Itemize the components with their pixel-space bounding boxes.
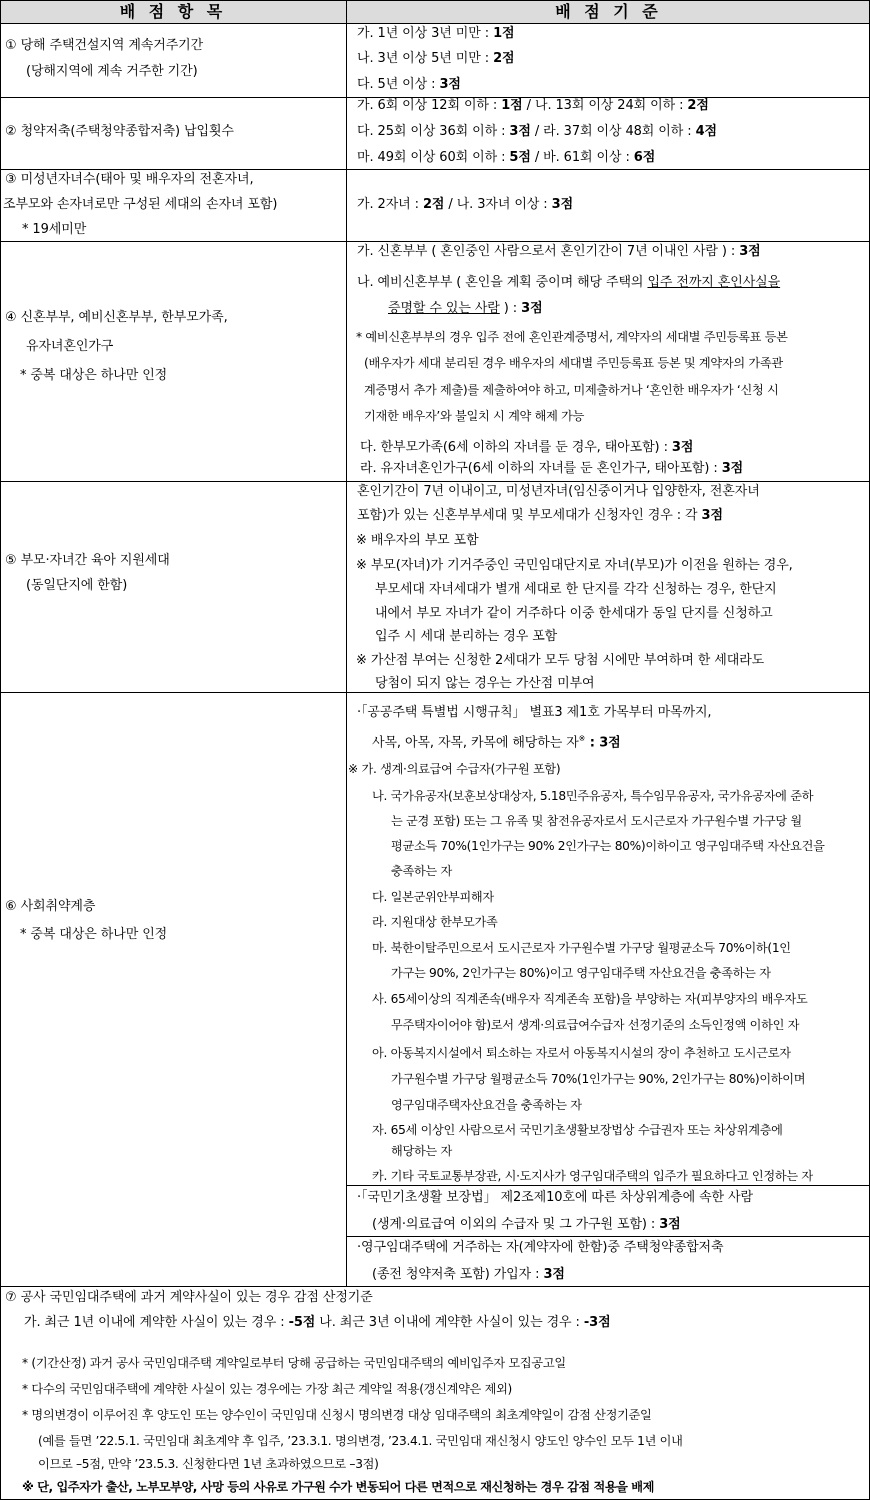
row2-criteria-line-2: 다. 25회 이상 36회 이하 : 3점 / 라. 37회 이상 48회 이하 : 4점 xyxy=(357,124,717,139)
row7-penalty-line: 가. 최근 1년 이내에 계약한 사실이 있는 경우 : -5점 나. 최근 3년 이내에 계약한 사실이 있는 경우 : -3점 xyxy=(24,1315,611,1330)
row6-list-item: 카. 기타 국토교통부장관, 시·도지사가 영구임대주택의 입주가 필요하다고 인정하는 자 xyxy=(372,1169,813,1183)
row6-list-item: 는 군경 포함) 또는 그 유족 및 참전유공자로서 도시근로자 가구원수별 가구당 월 xyxy=(391,814,802,828)
row6-sub-divider-1 xyxy=(347,1185,870,1186)
row5-note-1: ※ 배우자의 부모 포함 xyxy=(356,533,479,548)
row6-section3-line-1: ·영구임대주택에 거주하는 자(계약자에 한함)중 주택청약종합저축 xyxy=(357,1240,724,1255)
row6-list-item: 영구임대주택자산요건을 충족하는 자 xyxy=(391,1098,582,1112)
row7-note: (예를 들면 ’22.5.1. 국민임대 최초계약 후 입주, ’23.3.1. 명의변경, ’23.4.1. 국민임대 재신청시 양도인 양수인 모두 1년 이내 xyxy=(38,1434,683,1448)
row4-note-line-4: 기재한 배우자’와 불일치 시 계약 해제 가능 xyxy=(364,409,585,423)
header-item-column: 배 점 항 목 xyxy=(0,0,346,23)
row4-note-line-1: * 예비신혼부부의 경우 입주 전에 혼인관계증명서, 계약자의 세대별 주민등록표 등본 xyxy=(356,330,788,344)
row-divider-4 xyxy=(0,481,870,482)
row7-note: 이므로 –5점, 만약 ’23.5.3. 신청한다면 1년 초과하였으므로 –3점) xyxy=(38,1457,379,1471)
row7-note: * 명의변경이 이루어진 후 양도인 또는 양수인이 국민임대 신청시 명의변경 대상 임대주택의 최초계약일이 감점 산정기준일 xyxy=(22,1408,652,1422)
row1-item-subtitle: (당해지역에 계속 거주한 기간) xyxy=(26,64,198,79)
row-divider-6 xyxy=(0,1286,870,1287)
row7-final-note: ※ 단, 입주자가 출산, 노부모부양, 사망 등의 사유로 가구원 수가 변동되어 다른 면적으로 재신청하는 경우 감점 적용을 배제 xyxy=(22,1480,654,1494)
row6-list-item: 가구원수별 가구당 월평균소득 70%(1인가구는 90%, 2인가구는 80%)이하이며 xyxy=(391,1072,806,1086)
row6-sub-divider-2 xyxy=(347,1236,870,1237)
header-divider xyxy=(0,23,870,24)
row5-note-2-line-2: 부모세대 자녀세대가 별개 세대로 한 단지를 각각 신청하는 경우, 한단지 xyxy=(375,582,777,597)
row-divider-5 xyxy=(0,692,870,693)
row4-item-subtitle: 유자녀혼인가구 xyxy=(26,339,114,354)
row3-item-title: ③ 미성년자녀수(태아 및 배우자의 전혼자녀, xyxy=(5,172,254,187)
row4-criteria-d: 라. 유자녀혼인가구(6세 이하의 자녀를 둔 혼인가구, 태아포함) : 3점 xyxy=(360,461,744,476)
row6-item-note: * 중복 대상은 하나만 인정 xyxy=(20,927,168,942)
row3-item-note: * 19세미만 xyxy=(22,222,87,237)
row2-criteria-line-1: 가. 6회 이상 12회 이하 : 1점 / 나. 13회 이상 24회 이하 : 2점 xyxy=(357,98,709,113)
row6-section1-line-1: ·「공공주택 특별법 시행규칙」 별표3 제1호 가목부터 마목까지, xyxy=(357,705,712,720)
row6-section2-line-2: (생계·의료급여 이외의 수급자 및 그 가구원 포함) : 3점 xyxy=(372,1217,681,1232)
row1-item-title: ① 당해 주택건설지역 계속거주기간 xyxy=(5,38,204,53)
column-divider xyxy=(346,0,347,1287)
row4-item-note: * 중복 대상은 하나만 인정 xyxy=(20,368,168,383)
row6-list-item: 사. 65세이상의 직계존속(배우자 직계존속 포함)을 부양하는 자(피부양자의 배우자도 xyxy=(372,992,808,1006)
table-border-left xyxy=(0,0,1,1500)
row3-criteria: 가. 2자녀 : 2점 / 나. 3자녀 이상 : 3점 xyxy=(357,197,574,212)
row4-note-line-2: (배우자가 세대 분리된 경우 배우자의 세대별 주민등록표 등본 및 계약자의 가족관 xyxy=(364,356,783,370)
row6-list-item: 나. 국가유공자(보훈보상대상자, 5.18민주유공자, 특수임무유공자, 국가유공자에 준하 xyxy=(372,789,814,803)
row6-list-item: 자. 65세 이상인 사람으로서 국민기초생활보장법상 수급권자 또는 차상위계층에 xyxy=(372,1123,783,1137)
row6-list-item: 충족하는 자 xyxy=(391,864,452,878)
row-divider-3 xyxy=(0,241,870,242)
row6-list-item: 아. 아동복지시설에서 퇴소하는 자로서 아동복지시설의 장이 추천하고 도시근로자 xyxy=(372,1046,791,1060)
row4-criteria-b-cont: 증명할 수 있는 사람 ) : 3점 xyxy=(388,301,543,316)
row6-list-item: 해당하는 자 xyxy=(391,1144,452,1158)
row7-note: * (기간산정) 과거 공사 국민임대주택 계약일로부터 당해 공급하는 국민임대주택의 예비입주자 모집공고일 xyxy=(22,1356,566,1370)
table-border-top xyxy=(0,0,870,1)
row5-criteria-line-2: 포함)가 있는 신혼부부세대 및 부모세대가 신청자인 경우 : 각 3점 xyxy=(357,508,723,523)
row6-list-item: 라. 지원대상 한부모가족 xyxy=(372,915,498,929)
row6-section1-line-2: 사목, 아목, 자목, 카목에 해당하는 자※ : 3점 xyxy=(372,734,621,751)
row6-list-item: 가구는 90%, 2인가구는 80%)이고 영구임대주택 자산요건을 충족하는 자 xyxy=(391,966,771,980)
row4-criteria-b: 나. 예비신혼부부 ( 혼인을 계획 중이며 해당 주택의 입주 전까지 혼인사실을 xyxy=(357,275,781,290)
row6-section3-line-2: (종전 청약저축 포함) 가입자 : 3점 xyxy=(372,1267,565,1282)
row5-criteria-line-1: 혼인기간이 7년 이내이고, 미성년자녀(임신중이거나 입양한자, 전혼자녀 xyxy=(357,484,760,499)
row5-note-2-line-3: 내에서 부모 자녀가 같이 거주하다 이중 한세대가 동일 단지를 신청하고 xyxy=(375,606,773,621)
row7-note: * 다수의 국민임대주택에 계약한 사실이 있는 경우에는 가장 최근 계약일 적용(갱신계약은 제외) xyxy=(22,1382,512,1396)
row5-note-2-line-4: 입주 시 세대 분리하는 경우 포함 xyxy=(375,629,558,644)
row1-criteria-a: 가. 1년 이상 3년 미만 : 1점 xyxy=(357,26,515,41)
row6-list-item: ※ 가. 생계·의료급여 수급자(가구원 포함) xyxy=(348,762,561,776)
row1-criteria-b: 나. 3년 이상 5년 미만 : 2점 xyxy=(357,51,515,66)
row4-item-title: ④ 신혼부부, 예비신혼부부, 한부모가족, xyxy=(5,310,228,325)
row5-note-3-line-2: 당첨이 되지 않는 경우는 가산점 미부여 xyxy=(375,676,595,691)
row4-criteria-a: 가. 신혼부부 ( 혼인중인 사람으로서 혼인기간이 7년 이내인 사람 ) : 3점 xyxy=(357,244,761,259)
row2-criteria-line-3: 마. 49회 이상 60회 이하 : 5점 / 바. 61회 이상 : 6점 xyxy=(357,150,656,165)
row3-item-subtitle: 조부모와 손자녀로만 구성된 세대의 손자녀 포함) xyxy=(3,197,278,212)
row7-title: ⑦ 공사 국민임대주택에 과거 계약사실이 있는 경우 감점 산정기준 xyxy=(5,1290,373,1305)
row-divider-2 xyxy=(0,169,870,170)
row6-list-item: 마. 북한이탈주민으로서 도시근로자 가구원수별 가구당 월평균소득 70%이하(1인 xyxy=(372,941,791,955)
row5-note-3-line-1: ※ 가산점 부여는 신청한 2세대가 모두 당첨 시에만 부여하며 한 세대라도 xyxy=(356,653,765,668)
row5-note-2-line-1: ※ 부모(자녀)가 기거주중인 국민임대단지로 자녀(부모)가 이전을 원하는 경우, xyxy=(356,558,793,573)
row2-item-title: ② 청약저축(주택청약종합저축) 납입횟수 xyxy=(5,124,234,139)
row4-criteria-c: 다. 한부모가족(6세 이하의 자녀를 둔 경우, 태아포함) : 3점 xyxy=(360,440,694,455)
row5-item-title: ⑤ 부모·자녀간 육아 지원세대 xyxy=(5,553,170,568)
row6-list-item: 다. 일본군위안부피해자 xyxy=(372,890,494,904)
row6-item-title: ⑥ 사회취약계층 xyxy=(5,899,96,914)
header-criteria-column: 배 점 기 준 xyxy=(347,0,870,23)
row6-section2-line-1: ·「국민기초생활 보장법」 제2조제10호에 따른 차상위계층에 속한 사람 xyxy=(357,1190,753,1205)
row6-list-item: 무주택자이어야 함)로서 생계·의료급여수급자 선정기준의 소득인정액 이하인 자 xyxy=(391,1018,800,1032)
row6-list-item: 평균소득 70%(1인가구는 90% 2인가구는 80%)이하이고 영구임대주택 자산요건을 xyxy=(391,839,825,853)
row5-item-subtitle: (동일단지에 한함) xyxy=(26,578,128,593)
row4-note-line-3: 계증명서 추가 제출)를 제출하여야 하고, 미제출하거나 ‘혼인한 배우자가 ‘신청 시 xyxy=(364,383,779,397)
row1-criteria-c: 다. 5년 이상 : 3점 xyxy=(357,77,461,92)
